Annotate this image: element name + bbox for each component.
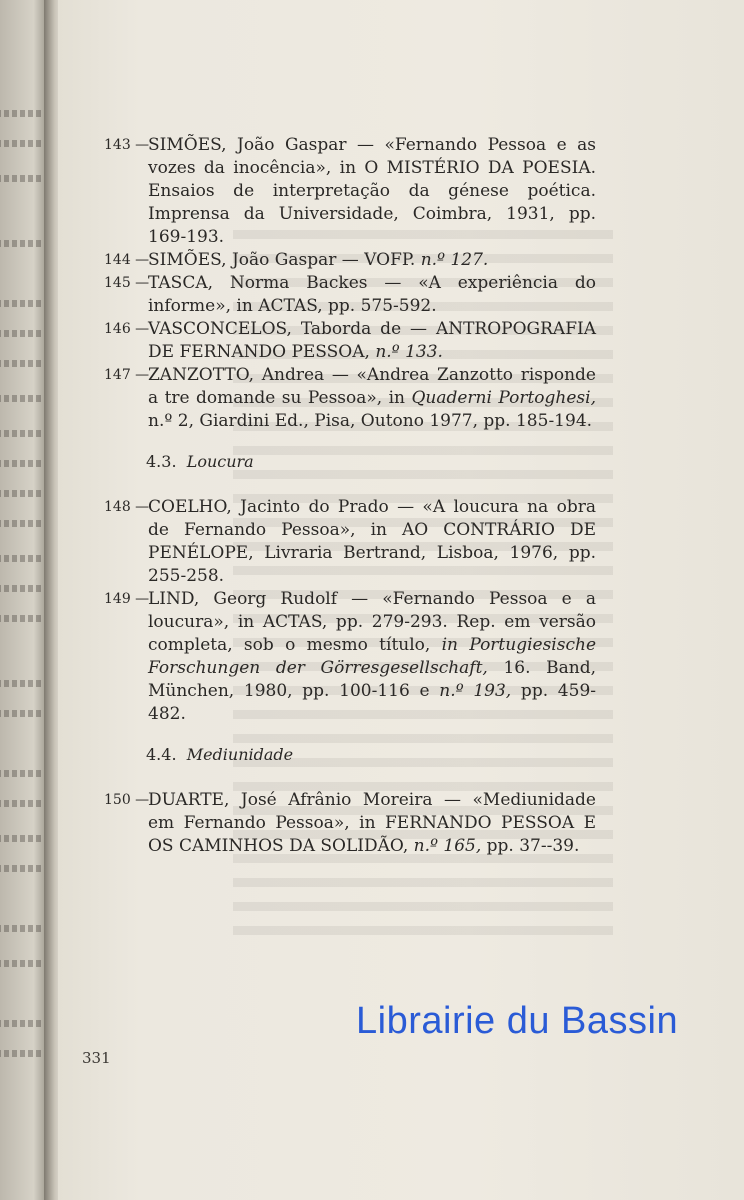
entry-text: TASCA, Norma Backes — «A experiência do informe», in ACTAS, pp. 575-592. [148, 273, 596, 316]
adjacent-text-line [0, 520, 48, 527]
entry-number: 148 — [104, 499, 150, 515]
adjacent-text-line [0, 555, 48, 562]
section-heading-mediunidade: 4.4. Mediunidade [146, 745, 294, 764]
bibliography-entry-144 [104, 249, 596, 272]
adjacent-text-line [0, 680, 48, 687]
entry-text: SIMÕES, João Gaspar — VOFP. n.º 127. [148, 250, 489, 270]
adjacent-text-line [0, 175, 48, 182]
adjacent-text-line [0, 960, 48, 967]
entry-number: 150 — [104, 792, 150, 808]
adjacent-text-line [0, 490, 48, 497]
entry-number: 143 — [104, 137, 150, 153]
bibliography-entry-145 [104, 272, 596, 318]
entry-number: 145 — [104, 275, 150, 291]
adjacent-text-line [0, 710, 48, 717]
entry-text: SIMÕES, João Gaspar — «Fernando Pessoa e as vozes da inocência», in O MISTÉRIO DA POESIA. Ensaios de interpretação da génese poética. Imprensa da Universidade, Coimbra, 1931, pp. 169-193. [148, 135, 596, 247]
adjacent-text-line [0, 615, 48, 622]
adjacent-text-line [0, 240, 48, 247]
adjacent-text-line [0, 770, 48, 777]
adjacent-text-line [0, 300, 48, 307]
entry-text: ZANZOTTO, Andrea — «Andrea Zanzotto risponde a tre domande su Pessoa», in Quaderni Portoghesi, n.º 2, Giardini Ed., Pisa, Outono 1977, pp. 185-194. [148, 365, 596, 431]
bibliography-entry-148 [104, 496, 596, 588]
page-number: 331 [82, 1049, 111, 1067]
adjacent-text-line [0, 460, 48, 467]
bibliography-entry-150 [104, 789, 596, 858]
bibliography-entry-149 [104, 588, 596, 726]
bibliography-entry-143 [104, 134, 596, 249]
adjacent-page [0, 0, 48, 1200]
bibliography-entry-146 [104, 318, 596, 364]
adjacent-text-line [0, 1020, 48, 1027]
entry-number: 144 — [104, 252, 150, 268]
seller-watermark: Librairie du Bassin [356, 1000, 679, 1042]
adjacent-text-line [0, 1050, 48, 1057]
adjacent-text-line [0, 395, 48, 402]
adjacent-text-line [0, 585, 48, 592]
adjacent-text-line [0, 430, 48, 437]
adjacent-text-line [0, 925, 48, 932]
entry-number: 146 — [104, 321, 150, 337]
entry-number: 149 — [104, 591, 150, 607]
adjacent-text-line [0, 110, 48, 117]
entry-text: DUARTE, José Afrânio Moreira — «Mediunidade em Fernando Pessoa», in FERNANDO PESSOA E OS CAMINHOS DA SOLIDÃO, n.º 165, pp. 37--39. [148, 790, 596, 856]
adjacent-text-line [0, 865, 48, 872]
adjacent-text-line [0, 835, 48, 842]
section-heading-loucura: 4.3. Loucura [146, 452, 254, 471]
bibliography-entry-147 [104, 364, 596, 433]
entry-text: LIND, Georg Rudolf — «Fernando Pessoa e a loucura», in ACTAS, pp. 279-293. Rep. em versão completa, sob o mesmo título, in Portugiesische Forschungen der Görresgesellschaft, 16. Band, München, 1980, pp. 100-116 e n.º 193, pp. 459-482. [148, 589, 597, 724]
entry-text: COELHO, Jacinto do Prado — «A loucura na obra de Fernando Pessoa», in AO CONTRÁRIO DE PENÉLOPE, Livraria Bertrand, Lisboa, 1976, pp. 255-258. [148, 497, 596, 586]
adjacent-text-line [0, 800, 48, 807]
adjacent-text-line [0, 330, 48, 337]
entry-text: VASCONCELOS, Taborda de — ANTROPOGRAFIA DE FERNANDO PESSOA, n.º 133. [148, 319, 596, 362]
bibliography-list [104, 134, 596, 858]
entry-number: 147 — [104, 367, 150, 383]
adjacent-text-line [0, 140, 48, 147]
adjacent-text-line [0, 360, 48, 367]
